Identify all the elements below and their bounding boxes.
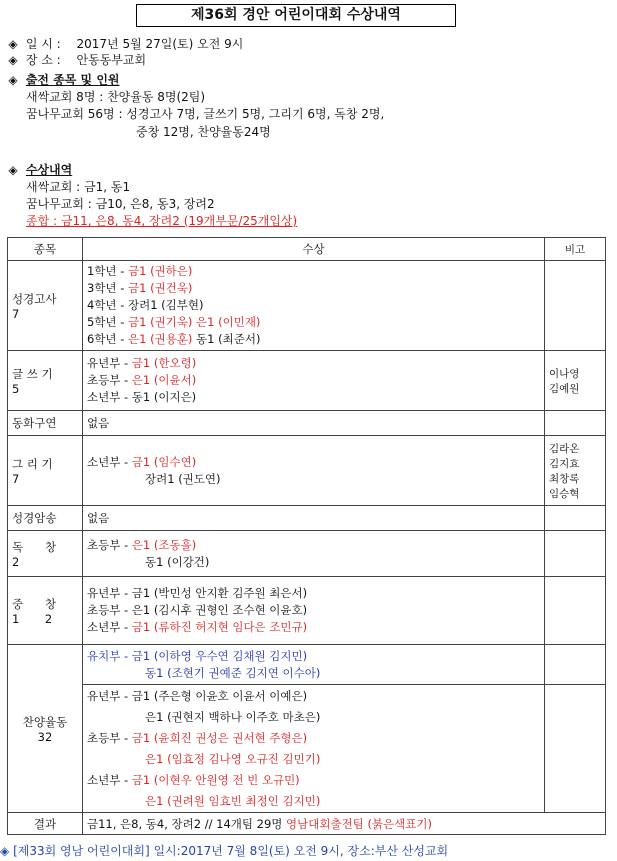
note-cell: 이나영 김예원 [545,351,606,411]
category-cell: 동화구연 [8,411,83,436]
table-row [8,351,606,411]
header-note: 비고 [545,238,606,261]
note-cell [545,261,606,351]
participants-line: 꿈나무교회 56명 : 성경고사 7명, 글쓰기 5명, 그리기 6명, 독창 2명, [26,107,385,121]
diamond-bullet-icon: ◈ [8,73,18,87]
table-row [8,436,606,506]
note-cell [545,577,606,645]
participants-line: 새싹교회 8명 : 찬양율동 8명(2팀) [26,90,206,104]
note-cell [545,685,606,813]
awards-line: 새싹교회 : 금1, 동1 [26,180,131,194]
note-cell [545,411,606,436]
category-cell: 글 쓰 기 5 [8,351,83,411]
place-line: ◈ 장 소 : 안동동부교회 [4,52,146,68]
page-title: 제36회 경안 어린이대회 수상내역 [136,4,456,27]
awards-cell: 소년부 - 금1 (임수연) 장려1 (권도연) [83,436,545,506]
category-cell: 찬양율동 32 [8,645,83,813]
header-category: 종목 [8,238,83,261]
diamond-bullet-icon: ◈ [0,844,10,858]
footer-line: ◈ [제33회 영남 어린이대회] 일시:2017년 7월 8일(토) 오전 9시, 장소:부산 산성교회 [0,844,449,858]
table-row [8,685,606,813]
table-row [8,506,606,531]
category-cell: 성경암송 [8,506,83,531]
awards-line: 꿈나무교회 : 금10, 은8, 동3, 장려2 [26,197,215,211]
table-row [8,813,606,835]
table-row [8,411,606,436]
awards-cell: 유년부 - 금1 (박민성 안지환 김주원 최은서) 초등부 - 은1 (김시후 권형인 조수현 이윤호) 소년부 - 금1 (류하진 허지현 임다은 조민규) [83,577,545,645]
category-cell: 성경고사 7 [8,261,83,351]
table-row [8,531,606,577]
diamond-bullet-icon: ◈ [8,37,18,51]
awards-total: 종합 : 금11, 은8, 동4, 장려2 (19개부문/25개입상) [26,214,298,228]
awards-cell: 유년부 - 금1 (주은형 이윤호 이윤서 이예은) 은1 (권현지 백하나 이주호 마초은) 초등부 - 금1 (윤희진 권성은 권서현 주형은) 은1 (임효정 김나영 오규진 김민기) 소년부 - 금1 (이현우 안원영 전 빈 오규민) 은1 (권려원 임효빈 최정인 김지민) [83,685,545,813]
category-cell: 그 리 기 7 [8,436,83,506]
awards-cell: 유치부 - 금1 (이하영 우수연 김채원 김지민) 동1 (조현기 권예준 김지연 이수아) [83,645,545,685]
awards-cell: 1학년 - 금1 (권하은) 3학년 - 금1 (권건욱) 4학년 - 장려1 (김부현) 5학년 - 금1 (권기욱) 은1 (이민재) 6학년 - 은1 (권용훈) 동1 (최준서) [83,261,545,351]
header-awards: 수상 [83,238,545,261]
awards-heading: ◈ 수상내역 [4,162,72,178]
note-cell [545,506,606,531]
table-row [8,577,606,645]
awards-cell: 없음 [83,506,545,531]
note-cell [545,531,606,577]
diamond-bullet-icon: ◈ [8,53,18,67]
result-cell: 금11, 은8, 동4, 장려2 // 14개팀 29명 영남대회출전팀 (붉은색표기) [83,813,606,835]
category-cell: 독 창 2 [8,531,83,577]
participants-heading: ◈ 출전 종목 및 인원 [4,72,120,88]
awards-table [7,237,606,835]
category-cell: 결과 [8,813,83,835]
table-header-row [8,238,606,261]
awards-cell: 유년부 - 금1 (한오령) 초등부 - 은1 (이윤서) 소년부 - 동1 (이지은) [83,351,545,411]
table-row [8,261,606,351]
category-cell: 중 창 1 2 [8,577,83,645]
diamond-bullet-icon: ◈ [8,163,18,177]
note-cell [545,645,606,685]
awards-cell: 없음 [83,411,545,436]
participants-line: 중창 12명, 찬양율동24명 [136,125,271,139]
table-row [8,645,606,685]
note-cell: 김라온 김지효 최창록 임승혁 [545,436,606,506]
date-line: ◈ 일 시 : 2017년 5월 27일(토) 오전 9시 [4,36,243,52]
awards-cell: 초등부 - 은1 (조동흘) 동1 (이강건) [83,531,545,577]
